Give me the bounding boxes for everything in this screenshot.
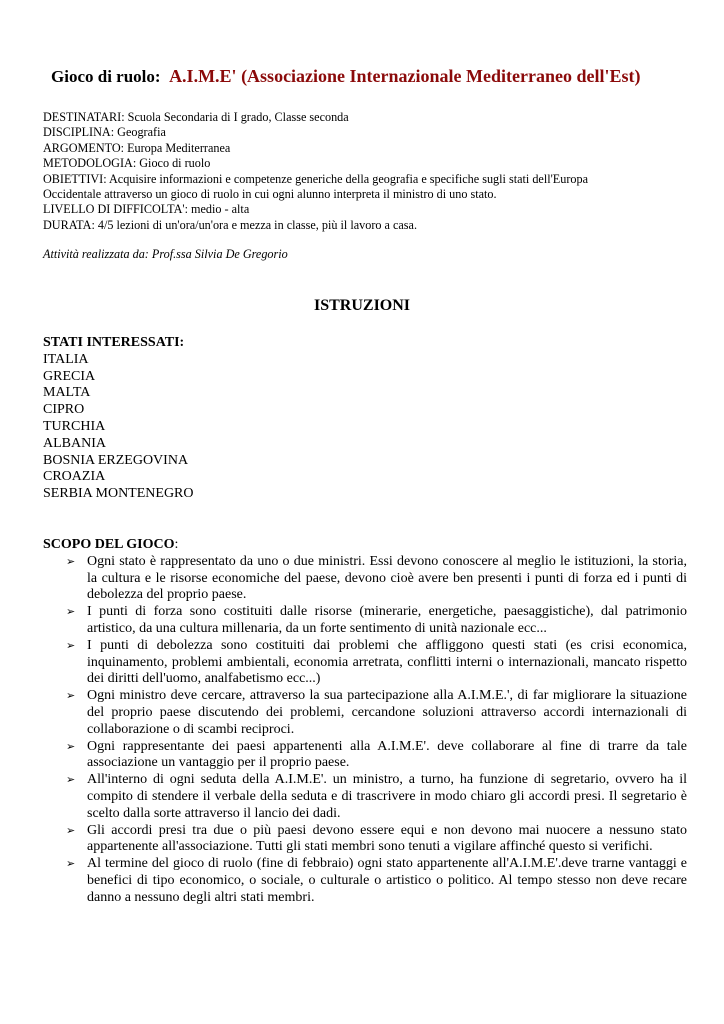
section-heading: ISTRUZIONI xyxy=(313,297,411,314)
meta-line: LIVELLO DI DIFFICOLTA': medio - alta xyxy=(43,202,250,217)
scope-bullet xyxy=(43,772,687,822)
state-item: CROAZIA xyxy=(43,469,106,485)
state-item: CIPRO xyxy=(43,402,85,418)
scope-bullet xyxy=(43,823,687,857)
title-accent: A.I.M.E' (Associazione Internazionale Mediterraneo dell'Est) xyxy=(169,66,641,86)
scope-bullet xyxy=(43,638,687,688)
scope-bullet xyxy=(43,554,687,604)
meta-line: DESTINATARI: Scuola Secondaria di I grado, Classe seconda xyxy=(43,110,349,124)
title-prefix: Gioco di ruolo: xyxy=(51,67,161,86)
state-item: ALBANIA xyxy=(43,435,106,451)
meta-line: DISCIPLINA: Geografia xyxy=(43,125,166,140)
meta-line: METODOLOGIA: Gioco di ruolo xyxy=(43,156,211,171)
scope-bullet xyxy=(43,856,687,906)
scope-colon: : xyxy=(174,537,179,552)
meta-line: Occidentale attraverso un gioco di ruolo in cui ogni alunno interpreta il ministro di uno stato. xyxy=(43,187,497,202)
scope-bullet xyxy=(43,688,687,738)
scope-section xyxy=(43,537,687,907)
states-heading: STATI INTERESSATI: xyxy=(43,335,185,350)
state-item: ITALIA xyxy=(43,351,89,367)
bullet-text: Ogni rappresentante dei paesi appartenenti alla A.I.M.E'. deve collaborare al fine di trarre da tale associazione un vantaggio per il proprio paese. xyxy=(87,738,687,771)
bullet-text: I punti di debolezza sono costituiti dai problemi che affliggono questi stati (es crisi economica, inquinamento, problemi ambientali, economia arretrata, conflitti interni o internazionali, mancato rispetto dei diritti dell'uomo, analfabetismo ecc...) xyxy=(87,637,687,687)
bullet-text: Ogni stato è rappresentato da uno o due ministri. Essi devono conoscere al meglio le istituzioni, la storia, la cultura e le risorse economiche del paese, devono cioè avere ben presenti i punti di forza ed i punti di debolezza del proprio paese. xyxy=(87,553,687,603)
meta-line: DURATA: 4/5 lezioni di un'ora/un'ora e mezza in classe, più il lavoro a casa. xyxy=(43,217,418,232)
bullet-text: Al termine del gioco di ruolo (fine di febbraio) ogni stato appartenente all'A.I.M.E'.deve trarne vantaggi e benefici di tipo economico, o sociale, o culturale o artistico o politico. Al tempo stesso non deve recare danno a nessuno degli altri stati membri. xyxy=(87,856,687,905)
bullet-text: Gli accordi presi tra due o più paesi devono essere equi e non devono mai nuocere a nessuno stato appartenente all'associazione. Tutti gli stati membri sono tenuti a vigilare affinché questo si verifichi. xyxy=(87,822,687,855)
arrow-bullet-icon: ➢ xyxy=(66,823,76,837)
meta-line: OBIETTIVI: Acquisire informazioni e competenze generiche della geografia e specifiche sugli stati dell'Europa xyxy=(43,171,588,186)
scope-heading-line xyxy=(43,537,687,554)
scope-bullet xyxy=(43,739,687,773)
document-title xyxy=(51,66,711,87)
meta-block xyxy=(43,110,683,233)
arrow-bullet-icon: ➢ xyxy=(66,689,76,703)
arrow-bullet-icon: ➢ xyxy=(66,739,76,753)
arrow-bullet-icon: ➢ xyxy=(66,554,76,568)
scope-heading: SCOPO DEL GIOCO xyxy=(43,537,175,552)
state-item: BOSNIA ERZEGOVINA xyxy=(43,452,189,468)
scope-bullet xyxy=(43,604,687,638)
state-item: TURCHIA xyxy=(43,418,106,434)
arrow-bullet-icon: ➢ xyxy=(66,857,76,871)
bullet-text: Ogni ministro deve cercare, attraverso la sua partecipazione alla A.I.M.E.', di far migliorare la situazione del proprio paese discutendo dei problemi, cercandone soluzioni attraverso accordi internazionali di collaborazione o di scambi reciproci. xyxy=(87,688,687,737)
states-list xyxy=(43,335,194,503)
state-item: SERBIA MONTENEGRO xyxy=(43,486,194,502)
bullet-text: I punti di forza sono costituiti dalle risorse (minerarie, energetiche, paesaggistiche), dal patrimonio artistico, da una cultura millenaria, da un forte sentimento di unità nazionale ecc... xyxy=(87,604,687,636)
state-item: GRECIA xyxy=(43,368,96,384)
arrow-bullet-icon: ➢ xyxy=(66,638,76,652)
author-credit: Attività realizzata da: Prof.ssa Silvia De Gregorio xyxy=(43,247,288,261)
bullet-text: All'interno di ogni seduta della A.I.M.E'. un ministro, a turno, ha funzione di segretario, ovvero ha il compito di stendere il verbale della seduta e di trascrivere in modo chiaro gli accordi presi. Il segretario è scelto dalla sorte attraverso il lancio dei dadi. xyxy=(87,772,687,821)
meta-line: ARGOMENTO: Europa Mediterranea xyxy=(43,140,231,155)
arrow-bullet-icon: ➢ xyxy=(66,605,76,619)
arrow-bullet-icon: ➢ xyxy=(66,773,76,787)
state-item: MALTA xyxy=(43,385,91,401)
scope-bullet-list xyxy=(43,554,687,907)
